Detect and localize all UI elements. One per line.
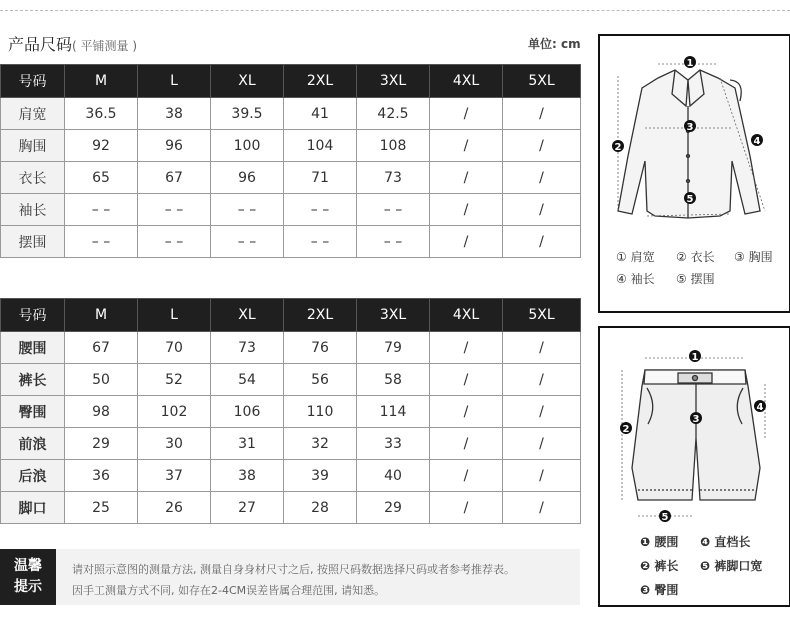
table-cell: / — [503, 194, 581, 226]
table-cell: – – — [138, 226, 211, 258]
top-size-table — [0, 64, 581, 258]
shorts-legend-5: ❺ 裤脚口宽 — [700, 559, 763, 573]
shirt-marker-2: 2 — [614, 142, 622, 153]
header-cell-size: L — [138, 65, 211, 98]
header-cell-size: XL — [211, 299, 284, 332]
table-cell: / — [503, 460, 581, 492]
table-cell: 98 — [65, 396, 138, 428]
table-cell: / — [430, 396, 503, 428]
table-cell: – – — [284, 226, 357, 258]
tip-box — [0, 549, 580, 605]
shirt-legend-5: ⑤ 摆围 — [676, 272, 715, 286]
table-row — [1, 194, 581, 226]
header-cell-size: M — [65, 299, 138, 332]
table-cell: 29 — [65, 428, 138, 460]
header-cell-size: L — [138, 299, 211, 332]
table-cell: / — [430, 226, 503, 258]
table-cell: 96 — [138, 130, 211, 162]
table-cell: / — [503, 130, 581, 162]
table-cell: 108 — [357, 130, 430, 162]
shirt-diagram-box — [598, 34, 790, 313]
shorts-marker-1: 1 — [691, 352, 699, 363]
row-label: 后浪 — [1, 460, 65, 492]
table-cell: 39 — [284, 460, 357, 492]
row-label: 脚口 — [1, 492, 65, 524]
table-header-row — [1, 65, 581, 98]
table-cell: / — [430, 492, 503, 524]
table-cell: 33 — [357, 428, 430, 460]
header-cell-size: M — [65, 65, 138, 98]
table-cell: 39.5 — [211, 98, 284, 130]
header-cell-size: 3XL — [357, 65, 430, 98]
table-cell: / — [430, 364, 503, 396]
table-cell: – – — [65, 194, 138, 226]
table-row — [1, 428, 581, 460]
table-cell: – – — [357, 194, 430, 226]
header-cell-size-label: 号码 — [1, 299, 65, 332]
shirt-marker-3: 3 — [686, 122, 694, 133]
table-cell: – – — [211, 226, 284, 258]
table-cell: 79 — [357, 332, 430, 364]
table-cell: 36.5 — [65, 98, 138, 130]
row-label: 胸围 — [1, 130, 65, 162]
table-cell: 73 — [211, 332, 284, 364]
page-title — [8, 32, 137, 55]
table-cell: 25 — [65, 492, 138, 524]
header-cell-size: XL — [211, 65, 284, 98]
table-cell: 52 — [138, 364, 211, 396]
tip-text — [72, 559, 515, 601]
header-cell-size-label: 号码 — [1, 65, 65, 98]
shorts-illustration — [600, 328, 789, 528]
table-cell: 110 — [284, 396, 357, 428]
shirt-marker-5: 5 — [686, 194, 694, 205]
row-label: 衣长 — [1, 162, 65, 194]
table-cell: – – — [211, 194, 284, 226]
top-dashed-divider — [0, 10, 790, 11]
table-cell: / — [430, 194, 503, 226]
table-cell: – – — [284, 194, 357, 226]
header-cell-size: 4XL — [430, 299, 503, 332]
table-cell: 42.5 — [357, 98, 430, 130]
shorts-legend-4: ❹ 直档长 — [700, 535, 751, 549]
row-label: 袖长 — [1, 194, 65, 226]
table-cell: 37 — [138, 460, 211, 492]
table-cell: 71 — [284, 162, 357, 194]
shorts-diagram-box — [598, 326, 790, 607]
table-row — [1, 226, 581, 258]
shorts-marker-2: 2 — [622, 424, 630, 435]
table-cell: 54 — [211, 364, 284, 396]
tip-label-line: 提示 — [14, 579, 42, 595]
header-cell-size: 5XL — [503, 65, 581, 98]
table-cell: 104 — [284, 130, 357, 162]
table-cell: 31 — [211, 428, 284, 460]
row-label: 臀围 — [1, 396, 65, 428]
table-cell: 58 — [357, 364, 430, 396]
shorts-marker-5: 5 — [661, 512, 669, 523]
shirt-legend-4: ④ 袖长 — [616, 272, 655, 286]
tip-label-line: 温馨 — [14, 558, 42, 574]
table-cell: 70 — [138, 332, 211, 364]
table-cell: / — [503, 98, 581, 130]
table-cell: 26 — [138, 492, 211, 524]
table-cell: – – — [65, 226, 138, 258]
header-cell-size: 2XL — [284, 65, 357, 98]
header-cell-size: 5XL — [503, 299, 581, 332]
table-cell: 40 — [357, 460, 430, 492]
table-row — [1, 162, 581, 194]
shorts-marker-4: 4 — [756, 402, 764, 413]
unit-label: 单位: cm — [528, 37, 581, 51]
table-cell: 67 — [138, 162, 211, 194]
row-label: 摆围 — [1, 226, 65, 258]
table-cell: 65 — [65, 162, 138, 194]
table-cell: 67 — [65, 332, 138, 364]
table-cell: / — [430, 162, 503, 194]
table-cell: – – — [357, 226, 430, 258]
header-cell-size: 2XL — [284, 299, 357, 332]
table-cell: / — [503, 492, 581, 524]
tip-line: 请对照示意图的测量方法, 测量自身身材尺寸之后, 按照尺码数据选择尺码或者参考推荐表。 — [72, 563, 515, 576]
row-label: 肩宽 — [1, 98, 65, 130]
table-cell: 30 — [138, 428, 211, 460]
table-cell: 41 — [284, 98, 357, 130]
table-cell: 96 — [211, 162, 284, 194]
table-cell: / — [503, 332, 581, 364]
table-cell: 27 — [211, 492, 284, 524]
table-header-row — [1, 299, 581, 332]
table-cell: / — [503, 428, 581, 460]
shirt-legend-2: ② 衣长 — [676, 250, 715, 264]
shirt-legend-1: ① 肩宽 — [616, 250, 655, 264]
table-cell: 38 — [211, 460, 284, 492]
table-cell: 28 — [284, 492, 357, 524]
table-row — [1, 130, 581, 162]
row-label: 腰围 — [1, 332, 65, 364]
table-row — [1, 460, 581, 492]
header-cell-size: 3XL — [357, 299, 430, 332]
table-cell: – – — [138, 194, 211, 226]
table-row — [1, 396, 581, 428]
row-label: 裤长 — [1, 364, 65, 396]
table-cell: 100 — [211, 130, 284, 162]
table-cell: / — [430, 130, 503, 162]
table-cell: / — [503, 364, 581, 396]
table-cell: / — [503, 162, 581, 194]
table-cell: 114 — [357, 396, 430, 428]
table-cell: 56 — [284, 364, 357, 396]
shirt-illustration — [600, 36, 789, 236]
shorts-legend-3: ❸ 臀围 — [640, 583, 679, 597]
tip-label — [0, 549, 56, 605]
table-cell: / — [503, 396, 581, 428]
table-cell: 32 — [284, 428, 357, 460]
bottom-size-table — [0, 298, 581, 524]
tip-line: 因手工测量方式不同, 如存在2-4CM误差皆属合理范围, 请知悉。 — [72, 584, 386, 597]
table-row — [1, 364, 581, 396]
shirt-marker-1: 1 — [686, 58, 694, 69]
shorts-legend-2: ❷ 裤长 — [640, 559, 679, 573]
table-row — [1, 332, 581, 364]
table-cell: / — [430, 98, 503, 130]
table-cell: 38 — [138, 98, 211, 130]
table-cell: 36 — [65, 460, 138, 492]
table-cell: / — [430, 428, 503, 460]
shorts-legend-1: ❶ 腰围 — [640, 535, 679, 549]
table-cell: 92 — [65, 130, 138, 162]
title-text: 产品尺码 — [8, 35, 73, 54]
table-cell: / — [430, 332, 503, 364]
title-subtitle: ( 平铺测量 ) — [72, 39, 138, 53]
table-cell: 29 — [357, 492, 430, 524]
row-label: 前浪 — [1, 428, 65, 460]
shorts-marker-3: 3 — [692, 414, 700, 425]
table-cell: / — [430, 460, 503, 492]
table-cell: 102 — [138, 396, 211, 428]
table-row — [1, 492, 581, 524]
table-cell: 76 — [284, 332, 357, 364]
table-cell: / — [503, 226, 581, 258]
table-row — [1, 98, 581, 130]
shirt-legend-3: ③ 胸围 — [734, 250, 773, 264]
table-cell: 106 — [211, 396, 284, 428]
header-cell-size: 4XL — [430, 65, 503, 98]
shirt-marker-4: 4 — [753, 136, 761, 147]
table-cell: 50 — [65, 364, 138, 396]
table-cell: 73 — [357, 162, 430, 194]
